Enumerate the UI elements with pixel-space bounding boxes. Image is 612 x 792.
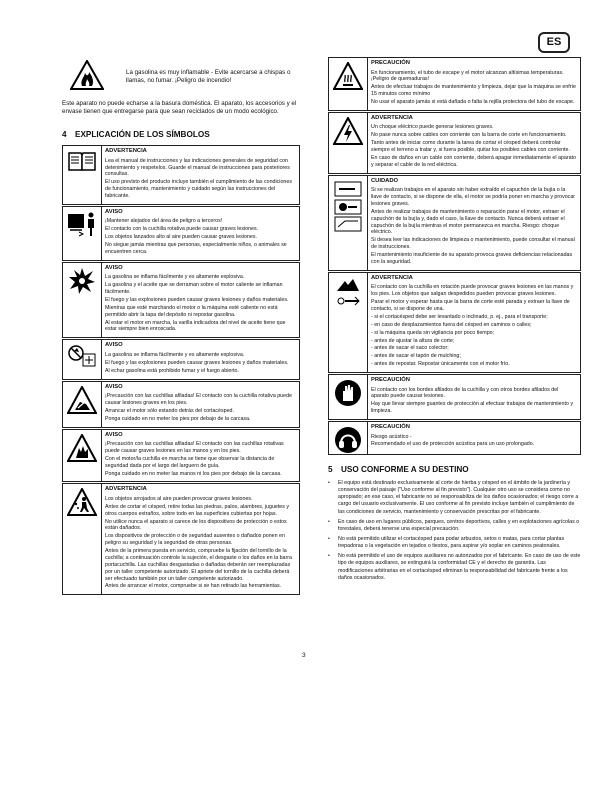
- symbol-text: - en caso de desplazamientos fuera del césped en caminos o calles;: [371, 321, 532, 328]
- symbol-description: [102, 382, 299, 427]
- symbol-description: [368, 113, 580, 173]
- symbol-title: AVISO: [105, 342, 123, 349]
- symbol-description: [102, 340, 299, 378]
- symbol-text: ¡Mantener alejados del área de peligro a terceros!: [105, 218, 223, 225]
- symbol-description: [368, 176, 580, 270]
- manual-book-icon: [63, 146, 102, 204]
- symbol-description: [368, 422, 580, 454]
- symbol-text: Antes de realizar trabajos de mantenimiento o reparación parar el motor, extraer el capuchón de la bujía y, dado el caso, la llave de contacto. Nunca deberá extraer el capuchón de la bujía mientras el motor permanezca en marcha. Riesgo: choque eléctrico.: [371, 208, 565, 236]
- symbol-text: Al echar gasolina está prohibido fumar y el fuego abierto.: [105, 367, 239, 374]
- symbol-text: El contacto con la cuchilla rotativa puede causar graves lesiones.: [105, 226, 259, 233]
- symbol-title: AVISO: [105, 431, 123, 438]
- symbol-text: Con el motor/la cuchilla en marcha se tiene que observar la distancia de seguridad dada por el largo del larguero de guía.: [105, 455, 275, 469]
- symbol-text: En caso de daños en un cable con corriente, deberá apagar inmediatamente el aparato y separar el cable de la red eléctrica.: [371, 154, 576, 168]
- symbol-text: El contacto con la cuchilla en rotación puede provocar graves lesiones en las manos y los pies. Los objetos que salgan despedidos pueden provocar graves lesiones.: [371, 284, 574, 298]
- explosion-icon: [63, 263, 102, 338]
- list-item: • En caso de uso en lugares públicos, parques, centros deportivos, calles y en explotaciones agrícolas o forestales, deberá tenerse una especial precaución.: [328, 519, 581, 533]
- symbol-text: Al estar el motor en marcha, la varilla indicadora del nivel de aceite tiene que estar siempre bien enroscada.: [105, 319, 286, 333]
- symbol-text: La gasolina se inflama fácilmente y es altamente explosiva.: [105, 351, 245, 358]
- symbol-box: [62, 206, 300, 261]
- symbol-text: Arrancar el motor sólo estando detrás del cortacésped.: [105, 407, 234, 414]
- symbol-box: [328, 374, 581, 420]
- blade-foot-icon: [63, 382, 102, 427]
- symbol-text: Los dispositivos de protección o de seguridad ausentes o dañados ponen en peligro su seguridad y la seguridad de otras personas.: [105, 533, 285, 547]
- language-badge: ES: [538, 32, 570, 53]
- symbol-description: [102, 207, 299, 260]
- section-4-heading: 4 EXPLICACIÓN DE LOS SÍMBOLOS: [62, 130, 210, 140]
- symbol-text: - antes de repostar. Repostar únicamente con el motor frío.: [371, 361, 510, 368]
- symbol-text: - antes de sacar el tapón de mulching;: [371, 353, 461, 360]
- page-number: 3: [302, 652, 306, 659]
- list-item: • No está permitido utilizar el cortacésped para podar arbustos, setos o matas, para cortar plantas trepadoras o la vegetación en tejados o tiestos, para aspirar y/o soplar en caminos peatonales.: [328, 536, 581, 550]
- symbol-text: Antes de efectuar trabajos de mantenimiento y limpieza, dejar que la máquina se enfríe 15 minutos como mínimo: [371, 84, 576, 98]
- symbol-description: [368, 273, 580, 372]
- symbol-text: No siegue jamás mientras que personas, especialmente niños, o animales se encuentren cerca.: [105, 242, 287, 255]
- right-column: [328, 57, 581, 585]
- symbol-text: ¡Precaución con las cuchillas afiladas! El contacto con las cuchillas rotativas puede causar graves lesiones en las manos y en los pies.: [105, 441, 284, 454]
- symbol-text: Ponga cuidado en no meter los pies por debajo de la carcasa.: [105, 415, 251, 422]
- symbol-text: Hay que llevar siempre guantes de protección al efectuar trabajos de mantenimiento y limpieza.: [371, 401, 573, 415]
- ear-protection-icon: [329, 422, 368, 454]
- symbol-box: [62, 483, 300, 595]
- blade-hand-icon: [63, 430, 102, 482]
- symbol-text: Tanto antes de iniciar como durante la tarea de cortar el césped deberá controlar siempre el terreno a tratar y, si fuera posible, quitar los posibles cables con corriente.: [371, 140, 570, 154]
- symbol-description: [368, 375, 580, 419]
- symbol-text: Recomendado el uso de protección acústica para un uso prolongado.: [371, 441, 535, 448]
- list-item: • No está permitido el uso de equipos auxiliares no autorizados por el fabricante. En caso de uso de este tipo de equipos auxiliares, se extinguirá la conformidad CE y el derecho de garantía. Las modificaciones arbitrarias en el cortacésped eliminan la responsabilidad del fabricante frente a los daños ocasionados.: [328, 553, 581, 582]
- thrown-objects-icon: [63, 484, 102, 594]
- symbol-text: El mantenimiento insuficiente de su aparato provoca graves deficiencias relacionadas con la seguridad.: [371, 252, 573, 265]
- symbol-title: ADVERTENCIA: [105, 486, 147, 493]
- symbol-text: - si el cortacésped debe ser levantado o inclinado, p. ej., para el transporte;: [371, 313, 548, 320]
- symbol-description: [102, 484, 299, 594]
- symbol-description: [102, 430, 299, 482]
- symbol-title: AVISO: [105, 208, 123, 215]
- symbol-text: - antes de sacar el saco colector;: [371, 345, 449, 352]
- no-refuel-running-icon: [63, 340, 102, 378]
- symbol-text: En funcionamiento, el tubo de escape y el motor alcanzan altísimas temperaturas. ¡Peligro de quemaduras!: [371, 69, 564, 83]
- symbol-text: Antes de arrancar el motor, compruebe si se han retirado las herramientas.: [105, 583, 282, 590]
- symbol-box: [62, 145, 300, 205]
- symbol-text: Lea el manual de instrucciones y las indicaciones generales de seguridad con detenimiento y respetelos. Guarde el manual de instrucciones para posteriores consultas.: [105, 157, 290, 178]
- hot-surface-icon: [329, 58, 368, 110]
- symbol-text: El contacto con los bordes afilados de la cuchilla y con otros bordes afilados del aparato puede causar lesiones.: [371, 386, 559, 400]
- symbol-text: - si la máquina queda sin vigilancia por poco tiempo;: [371, 329, 495, 336]
- symbol-text: Mientras que esté marchando el motor o la máquina esté caliente no está permitido abrir la tapa del depósito ni repostar gasolina.: [105, 304, 278, 318]
- symbol-text: El fuego y las explosiones pueden causar graves lesiones y daños materiales.: [105, 296, 289, 303]
- symbol-box: [328, 57, 581, 111]
- symbol-title: PRECAUCIÓN: [371, 60, 410, 66]
- gloves-icon: [329, 375, 368, 419]
- symbol-text: La gasolina y el aceite que se derraman sobre el motor caliente se inflaman fácilmente.: [105, 282, 283, 296]
- symbol-title: ADVERTENCIA: [105, 148, 147, 155]
- symbol-description: [368, 58, 580, 110]
- symbol-box: [62, 339, 300, 379]
- symbol-text: El uso previsto del producto incluye también el cumplimiento de las condiciones de funcionamiento, mantenimiento y cuidado según las instrucciones del fabricante.: [105, 179, 292, 200]
- symbol-text: Si desea leer las indicaciones de limpieza o mantenimiento, puede consultar el manual de instrucciones.: [371, 237, 575, 251]
- symbol-text: Antes de la primera puesta en servicio, compruebe la fijación del tornillo de la cuchilla; a continuación controle la sujeción, el desgaste o los daños en la barra portacuchilla. Las cuchillas desgastadas o dañadas deberán ser reemplazadas por un taller competente autorizado. El apriete del tornillo de la cuchilla deberá ser efectuado también por un taller competente autorizado.: [105, 548, 292, 582]
- list-item: • El equipo está destinado exclusivamente al corte de hierba y césped en el ámbito de la jardinería y conservación del paisaje ("Uso conforme al fin previsto"). Cualquier otro uso se considera como no apropiado; en ese caso, el fabricante no se responsabiliza de los daños ocasionados; el riesgo corre a cargo del usuario exclusivamente. El uso conforme al fin previsto incluye también el cumplimiento de las condiciones de servicio, mantenimiento y conservación prescritas por el fabricante.: [328, 480, 581, 516]
- intended-use-list: [328, 480, 581, 582]
- symbol-text: Parar el motor y esperar hasta que la barra de corte esté parada y extraer la llave de contacto, si se dispone de una.: [371, 299, 570, 312]
- symbol-text: Los objetos arrojados al aire pueden provocar graves lesiones.: [105, 495, 253, 502]
- disposal-text: Este aparato no puede echarse a la basura doméstica. El aparato, los accesorios y el envase tienen que entregarse para que sean reciclados de un modo ecológico.: [62, 100, 297, 116]
- symbol-text: Ponga cuidado en no meter las manos ni los pies por debajo de la carcasa.: [105, 470, 282, 477]
- symbol-box: [62, 381, 300, 428]
- symbol-title: PRECAUCIÓN: [371, 424, 410, 431]
- symbol-description: [102, 146, 299, 204]
- symbol-text: Si se realizan trabajos en el aparato sin haber extraído el capuchón de la bujía o la llave de contacto, si se dispone de ella, el motor se podría poner en marcha y provocar lesiones graves.: [371, 187, 576, 207]
- spark-plug-icon: [329, 176, 368, 270]
- symbol-description: [102, 263, 299, 338]
- blade-contact-icon: [329, 273, 368, 372]
- symbol-text: - antes de ajustar la altura de corte;: [371, 337, 455, 344]
- symbol-text: El fuego y las explosiones pueden causar graves lesiones y daños materiales.: [105, 359, 289, 366]
- symbol-text: La gasolina se inflama fácilmente y es altamente explosiva.: [105, 274, 245, 281]
- symbol-box: [328, 421, 581, 455]
- symbol-text: Un choque eléctrico puede generar lesiones graves.: [371, 124, 494, 131]
- symbol-title: AVISO: [105, 264, 123, 271]
- symbol-list-continued: [328, 57, 581, 455]
- symbol-title: PRECAUCIÓN: [371, 377, 410, 383]
- symbol-box: [328, 112, 581, 174]
- symbol-box: [328, 272, 581, 373]
- symbol-text: ¡Precaución con las cuchillas afiladas! El contacto con la cuchilla rotativa puede causar lesiones graves en los pies.: [105, 393, 292, 406]
- symbol-list: [62, 145, 300, 595]
- symbol-title: ADVERTENCIA: [371, 114, 413, 121]
- symbol-box: [62, 262, 300, 339]
- fuel-warning: [62, 58, 300, 96]
- symbol-text: Los objetos lanzados alto al aire pueden causar graves lesiones.: [105, 234, 257, 241]
- symbol-text: Riesgo acústico -: [371, 433, 412, 440]
- symbol-title: CUIDADO: [371, 177, 399, 184]
- symbol-text: Antes de cortar el césped, retire todas las piedras, palos, alambres, juguetes y otros cuerpos extraños, sobre todo en las superficies cubiertas por hojas.: [105, 503, 290, 517]
- symbol-text: No usar el aparato jamás si está dañada o falta la rejilla protectora del tubo de escape.: [371, 99, 575, 106]
- keep-away-icon: [63, 207, 102, 260]
- fuel-warning-text: La gasolina es muy inflamable - Evite acercarse a chispas o llamas, no fumar. ¡Peligro de incendio!: [126, 69, 291, 85]
- symbol-box: [62, 429, 300, 483]
- left-column: [62, 58, 300, 596]
- symbol-text: No pase nunca sobre cables con corriente con la barra de corte en funcionamiento.: [371, 132, 567, 139]
- section-5-heading: 5 USO CONFORME A SU DESTINO: [328, 465, 469, 475]
- symbol-title: ADVERTENCIA: [371, 274, 413, 281]
- electric-shock-icon: [329, 113, 368, 173]
- symbol-title: AVISO: [105, 383, 123, 390]
- symbol-box: [328, 175, 581, 271]
- symbol-text: No utilice nunca el aparato si carece de los dispositivos de protección o estos están dañados.: [105, 518, 287, 532]
- fire-warning-icon: [70, 60, 104, 90]
